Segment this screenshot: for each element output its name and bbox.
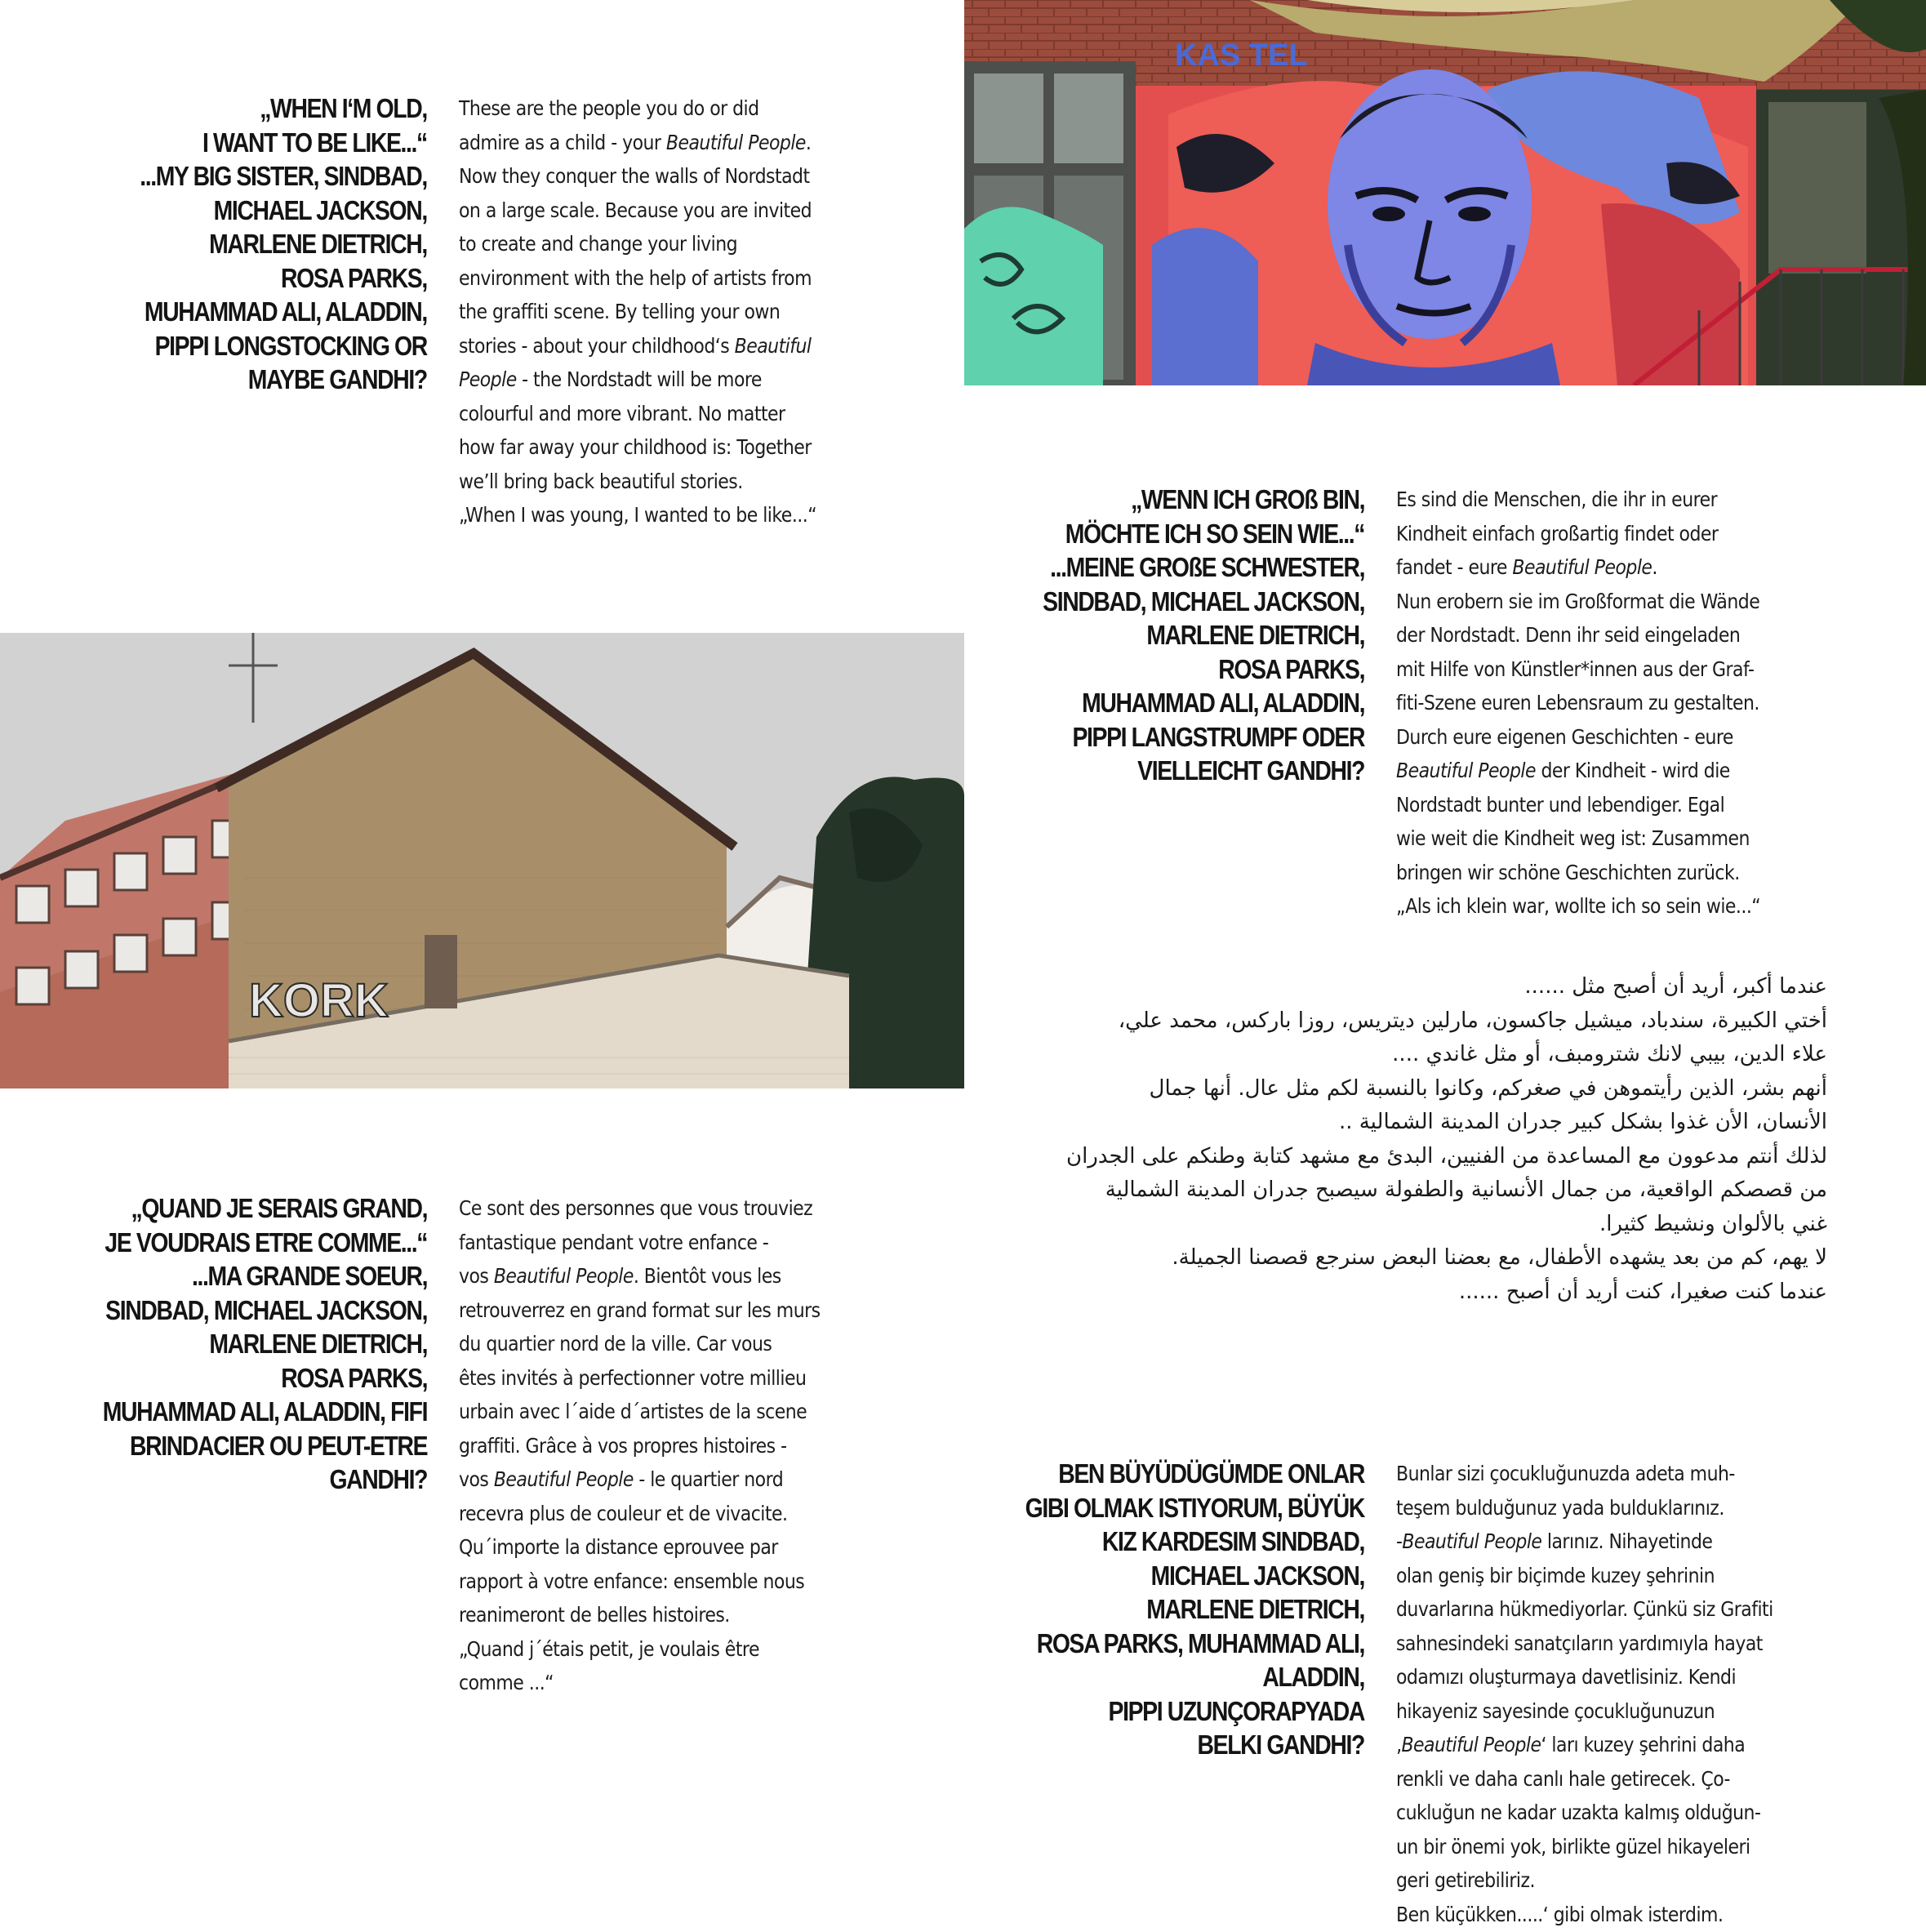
- arabic-line: لا يهم، كم من بعد يشهده الأطفال، مع بعضنا البعض سنرجع قصصنا الجميلة.: [1172, 1245, 1827, 1270]
- body-line: wie weit die Kindheit weg ist: Zusammen: [1396, 826, 1750, 850]
- headline-line: SINDBAD, MICHAEL JACKSON,: [1043, 585, 1364, 617]
- headline-line: ROSA PARKS,: [281, 1362, 427, 1393]
- body-line: urbain avec l´aide d´artistes de la scene: [459, 1400, 807, 1423]
- body-line: „When I was young, I wanted to be like...“: [459, 503, 817, 527]
- body-line: These are the people you do or did: [459, 96, 759, 120]
- body-line: duvarlarına hükmediyorlar. Çünkü siz Grafiti: [1396, 1597, 1773, 1621]
- headline-line: MICHAEL JACKSON,: [1150, 1560, 1364, 1591]
- body-line: fandet - eure Beautiful People.: [1396, 555, 1657, 579]
- body-line: graffiti. Grâce à vos propres histoires -: [459, 1433, 787, 1458]
- mural-photo: [964, 0, 1926, 385]
- mural-illustration: [964, 0, 1926, 385]
- headline-line: JE VOUDRAIS ETRE COMME...“: [105, 1226, 427, 1258]
- body-line: recevra plus de couleur et de vivacite.: [459, 1501, 788, 1525]
- body-line: sahnesindeki sanatçıların yardımıyla hayat: [1396, 1631, 1763, 1655]
- arabic-line: الأنسان، الأن غذوا بشكل كبير جدران المدينة الشمالية ..: [1338, 1110, 1827, 1134]
- body-line: Durch eure eigenen Geschichten - eure: [1396, 724, 1733, 749]
- body-line: Es sind die Menschen, die ihr in eurer: [1396, 487, 1718, 511]
- headline-line: MARLENE DIETRICH,: [1146, 1594, 1364, 1624]
- building-photo: [0, 633, 964, 1088]
- body-line: Ce sont des personnes que vous trouviez: [459, 1196, 813, 1220]
- body-line: -Beautiful People larınız. Nihayetinde: [1396, 1529, 1713, 1553]
- body-line: environment with the help of artists from: [459, 265, 812, 290]
- body-line: geri getirebiliriz.: [1396, 1868, 1535, 1892]
- body-line: hikayeniz sayesinde çocukluğunuzun: [1396, 1698, 1715, 1723]
- arabic-body: [1066, 970, 1827, 1309]
- body-line: olan geniş bir biçimde kuzey şehrinin: [1396, 1563, 1715, 1587]
- body-line: how far away your childhood is: Together: [459, 435, 812, 459]
- german-headline: [1043, 483, 1364, 788]
- french-headline: [103, 1191, 427, 1497]
- body-line: the graffiti scene. By telling your own: [459, 300, 781, 323]
- body-line: fiti-Szene euren Lebensraum zu gestalten.: [1396, 691, 1759, 714]
- headline-line: PIPPI UZUNÇORAPYADA: [1108, 1695, 1364, 1726]
- body-line: People - the Nordstadt will be more: [459, 367, 762, 391]
- arabic-line: علاء الدين، بيبي لانك شترومبف، أو مثل غاندي ....: [1392, 1042, 1827, 1066]
- headline-line: SINDBAD, MICHAEL JACKSON,: [105, 1294, 427, 1325]
- body-line: der Nordstadt. Denn ihr seid eingeladen: [1396, 623, 1741, 647]
- headline-line: MARLENE DIETRICH,: [209, 1329, 427, 1359]
- body-line: admire as a child - your Beautiful People.: [459, 130, 812, 154]
- arabic-line: عندما أكبر، أريد أن أصبح مثل ......: [1524, 974, 1827, 999]
- building-tag-text: KORK: [249, 974, 389, 1027]
- body-line: to create and change your living: [459, 232, 738, 256]
- building-illustration: [0, 633, 964, 1088]
- body-line: renkli ve daha canlı hale getirecek. Ço-: [1396, 1766, 1730, 1791]
- body-line: on a large scale. Because you are invited: [459, 198, 812, 222]
- body-line: un bir önemi yok, birlikte güzel hikayeleri: [1396, 1834, 1750, 1859]
- headline-line: MARLENE DIETRICH,: [209, 229, 427, 259]
- body-line: Beautiful People der Kindheit - wird die: [1396, 759, 1730, 782]
- body-line: we’ll bring back beautiful stories.: [459, 469, 743, 493]
- english-headline: [140, 91, 427, 397]
- headline-line: MUHAMMAD ALI, ALADDIN, FIFI: [102, 1396, 427, 1427]
- body-line: rapport à votre enfance: ensemble nous: [459, 1569, 805, 1593]
- body-line: bringen wir schöne Geschichten zurück.: [1396, 860, 1740, 884]
- body-line: Now they conquer the walls of Nordstadt: [459, 164, 810, 188]
- headline-line: „QUAND JE SERAIS GRAND,: [131, 1193, 427, 1223]
- headline-line: ROSA PARKS,: [281, 262, 427, 293]
- body-line: vos Beautiful People - le quartier nord: [459, 1467, 784, 1491]
- headline-line: ALADDIN,: [1262, 1662, 1364, 1692]
- headline-line: BEN BÜYÜDÜGÜMDE ONLAR: [1058, 1458, 1364, 1489]
- body-line: Bunlar sizi çocukluğunuzda adeta muh-: [1396, 1462, 1735, 1485]
- headline-line: I WANT TO BE LIKE...“: [202, 127, 427, 158]
- headline-line: ...MA GRANDE SOEUR,: [191, 1261, 427, 1291]
- body-line: „Als ich klein war, wollte ich so sein wie...“: [1396, 894, 1761, 918]
- headline-line: ROSA PARKS,: [1218, 653, 1364, 684]
- arabic-line: عندما كنت صغيرا، كنت أريد أن أصبح ......: [1458, 1279, 1827, 1304]
- turkish-headline: [1025, 1457, 1364, 1762]
- body-line: Qu´importe la distance eprouvee par: [459, 1535, 778, 1559]
- body-line: Kindheit einfach großartig findet oder: [1396, 521, 1719, 545]
- body-line: Ben küçükken.....‘ gibi olmak isterdim.: [1396, 1902, 1724, 1926]
- headline-line: „WHEN I‘M OLD,: [260, 93, 427, 123]
- body-line: Nun erobern sie im Großformat die Wände: [1396, 589, 1760, 613]
- arabic-line: أنهم بشر، الذين رأيتموهن في صغركم، وكانوا بالنسبة لكم مثل عال. أنها جمال: [1149, 1075, 1827, 1101]
- headline-line: MARLENE DIETRICH,: [1146, 620, 1364, 650]
- arabic-line: لذلك أنتم مدعوون مع المساعدة من الفنيين، البدئ مع مشهد كتابة وطنكم على الجدران: [1065, 1143, 1827, 1169]
- arabic-line: غني بالألوان ونشيط كثيرا.: [1599, 1211, 1827, 1236]
- headline-line: KIZ KARDESIM SINDBAD,: [1101, 1526, 1364, 1556]
- body-line: reanimeront de belles histoires.: [459, 1603, 730, 1627]
- headline-line: „WENN ICH GROß BIN,: [1130, 484, 1364, 514]
- body-line: ‚Beautiful People‘ ları kuzey şehrini daha: [1396, 1733, 1746, 1756]
- body-line: „Quand j´étais petit, je voulais être: [459, 1636, 759, 1661]
- german-body: [1396, 483, 1760, 924]
- headline-line: GANDHI?: [329, 1464, 427, 1494]
- headline-line: PIPPI LANGSTRUMPF ODER: [1072, 721, 1364, 752]
- body-line: comme ...“: [459, 1671, 554, 1694]
- arabic-line: أختي الكبيرة، سندباد، ميشيل جاكسون، مارلين ديتريس، روزا باركس، محمد علي،: [1118, 1008, 1827, 1033]
- headline-line: VIELLEICHT GANDHI?: [1137, 755, 1364, 786]
- headline-line: MICHAEL JACKSON,: [213, 194, 427, 225]
- body-line: colourful and more vibrant. No matter: [459, 401, 785, 425]
- body-line: du quartier nord de la ville. Car vous: [459, 1332, 772, 1356]
- headline-line: ROSA PARKS, MUHAMMAD ALI,: [1036, 1627, 1364, 1658]
- french-body: [459, 1191, 821, 1700]
- headline-line: MÖCHTE ICH SO SEIN WIE...“: [1065, 518, 1364, 549]
- body-line: odamızı oluşturmaya davetlisiniz. Kendi: [1396, 1665, 1737, 1689]
- mural-tag-text: KAS TEL: [1175, 38, 1308, 73]
- english-body: [459, 91, 816, 532]
- headline-line: GIBI OLMAK ISTIYORUM, BÜYÜK: [1025, 1492, 1364, 1523]
- body-line: cukluğun ne kadar uzakta kalmış olduğun-: [1396, 1801, 1761, 1824]
- headline-line: ...MEINE GROßE SCHWESTER,: [1049, 552, 1364, 582]
- headline-line: PIPPI LONGSTOCKING OR: [154, 330, 427, 361]
- headline-line: MUHAMMAD ALI, ALADDIN,: [145, 296, 428, 327]
- body-line: stories - about your childhood‘s Beautiful: [459, 333, 812, 358]
- body-line: teşem bulduğunuz yada bulduklarınız.: [1396, 1495, 1724, 1520]
- body-line: fantastique pendant votre enfance -: [459, 1230, 769, 1254]
- body-line: mit Hilfe von Künstler*innen aus der Graf-: [1396, 657, 1755, 681]
- headline-line: BELKI GANDHI?: [1197, 1729, 1364, 1760]
- headline-line: MAYBE GANDHI?: [247, 364, 427, 394]
- headline-line: ...MY BIG SISTER, SINDBAD,: [140, 161, 427, 191]
- headline-line: MUHAMMAD ALI, ALADDIN,: [1082, 688, 1364, 718]
- body-line: retrouverrez en grand format sur les murs: [459, 1298, 821, 1322]
- arabic-line: من قصصكم الواقعية، من جمال الأنسانية والطفولة سيصبح جدران المدينة الشمالية: [1105, 1177, 1827, 1202]
- body-line: Nordstadt bunter und lebendiger. Egal: [1396, 792, 1725, 817]
- headline-line: BRINDACIER OU PEUT-ETRE: [129, 1430, 427, 1461]
- turkish-body: [1396, 1457, 1773, 1931]
- body-line: vos Beautiful People. Bientôt vous les: [459, 1264, 781, 1288]
- body-line: êtes invités à perfectionner votre millieu: [459, 1365, 807, 1390]
